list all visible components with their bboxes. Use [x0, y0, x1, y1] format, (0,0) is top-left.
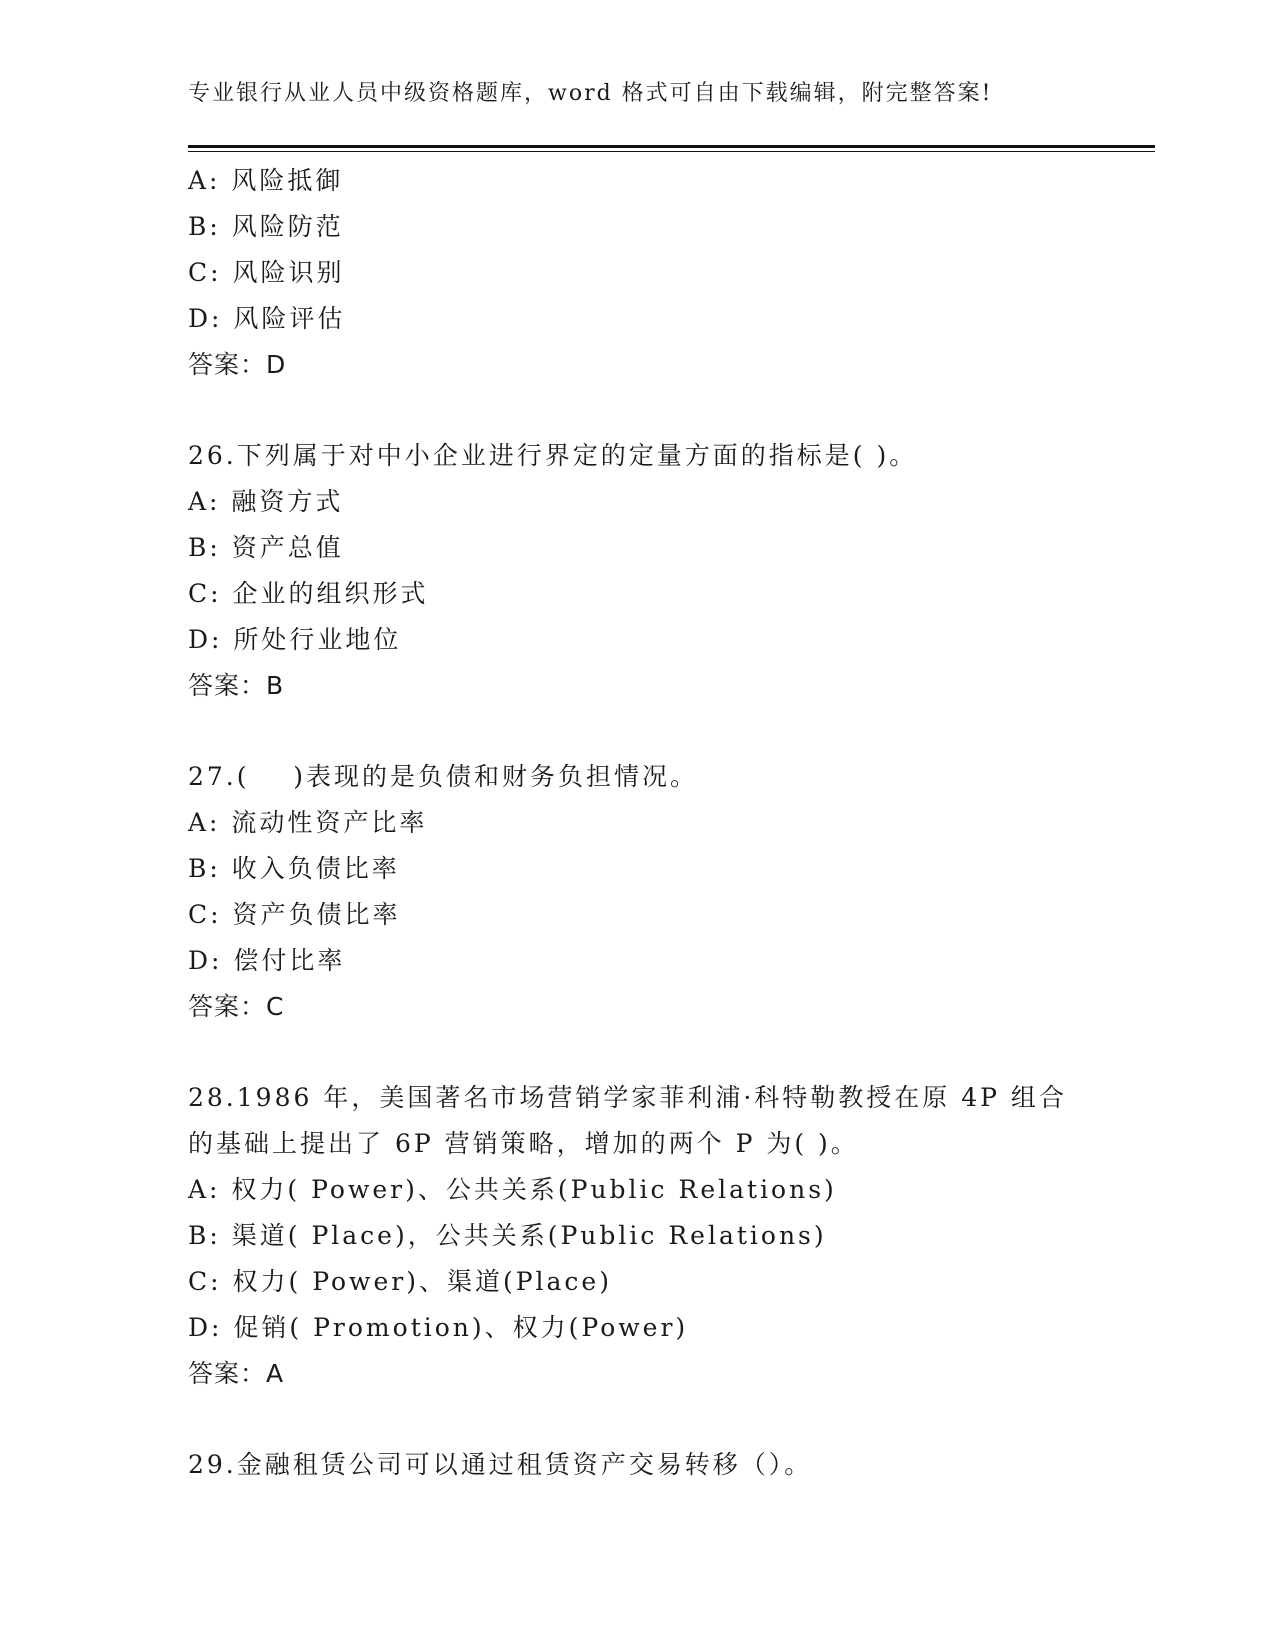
header-rule-thin [188, 151, 1155, 152]
option-a: A: 流动性资产比率 [188, 808, 428, 837]
option-d: D: 促销( Promotion)、权力(Power) [188, 1313, 689, 1342]
answer-line: 答案：C [188, 992, 285, 1021]
question-text-line-2: 的基础上提出了 6P 营销策略，增加的两个 P 为( )。 [188, 1129, 859, 1158]
option-a: A: 权力( Power)、公共关系(Public Relations) [188, 1175, 837, 1204]
question-text: 29.金融租赁公司可以通过租赁资产交易转移（）。 [188, 1450, 813, 1479]
question-block-27 [188, 754, 1128, 1030]
question-text-line-1: 28.1986 年，美国著名市场营销学家菲利浦·科特勒教授在原 4P 组合 [188, 1083, 1067, 1112]
option-a: A: 风险抵御 [188, 166, 344, 195]
option-d: D: 偿付比率 [188, 946, 346, 975]
question-block-28 [188, 1075, 1128, 1397]
question-text: 27.( )表现的是负债和财务负担情况。 [188, 762, 699, 791]
option-b: B: 资产总值 [188, 533, 344, 562]
spacer [188, 709, 1128, 754]
header-rule [188, 145, 1155, 148]
answer-line: 答案：B [188, 671, 285, 700]
option-d: D: 所处行业地位 [188, 625, 402, 654]
question-block-29 [188, 1442, 1128, 1488]
answer-line: 答案：A [188, 1359, 285, 1388]
question-list [188, 158, 1128, 1488]
question-text: 26.下列属于对中小企业进行界定的定量方面的指标是( )。 [188, 441, 918, 470]
spacer [188, 1397, 1128, 1442]
option-a: A: 融资方式 [188, 487, 344, 516]
page-header: 专业银行从业人员中级资格题库，word 格式可自由下载编辑，附完整答案! [188, 81, 993, 106]
question-block-26 [188, 433, 1128, 709]
option-c: C: 企业的组织形式 [188, 579, 429, 608]
option-c: C: 资产负债比率 [188, 900, 401, 929]
option-b: B: 收入负债比率 [188, 854, 400, 883]
question-block-25 [188, 158, 1128, 388]
option-b: B: 渠道( Place)，公共关系(Public Relations) [188, 1221, 827, 1250]
option-d: D: 风险评估 [188, 304, 346, 333]
spacer [188, 388, 1128, 433]
option-b: B: 风险防范 [188, 212, 344, 241]
option-c: C: 权力( Power)、渠道(Place) [188, 1267, 612, 1296]
spacer [188, 1030, 1128, 1075]
answer-line: 答案：D [188, 350, 287, 379]
option-c: C: 风险识别 [188, 258, 345, 287]
